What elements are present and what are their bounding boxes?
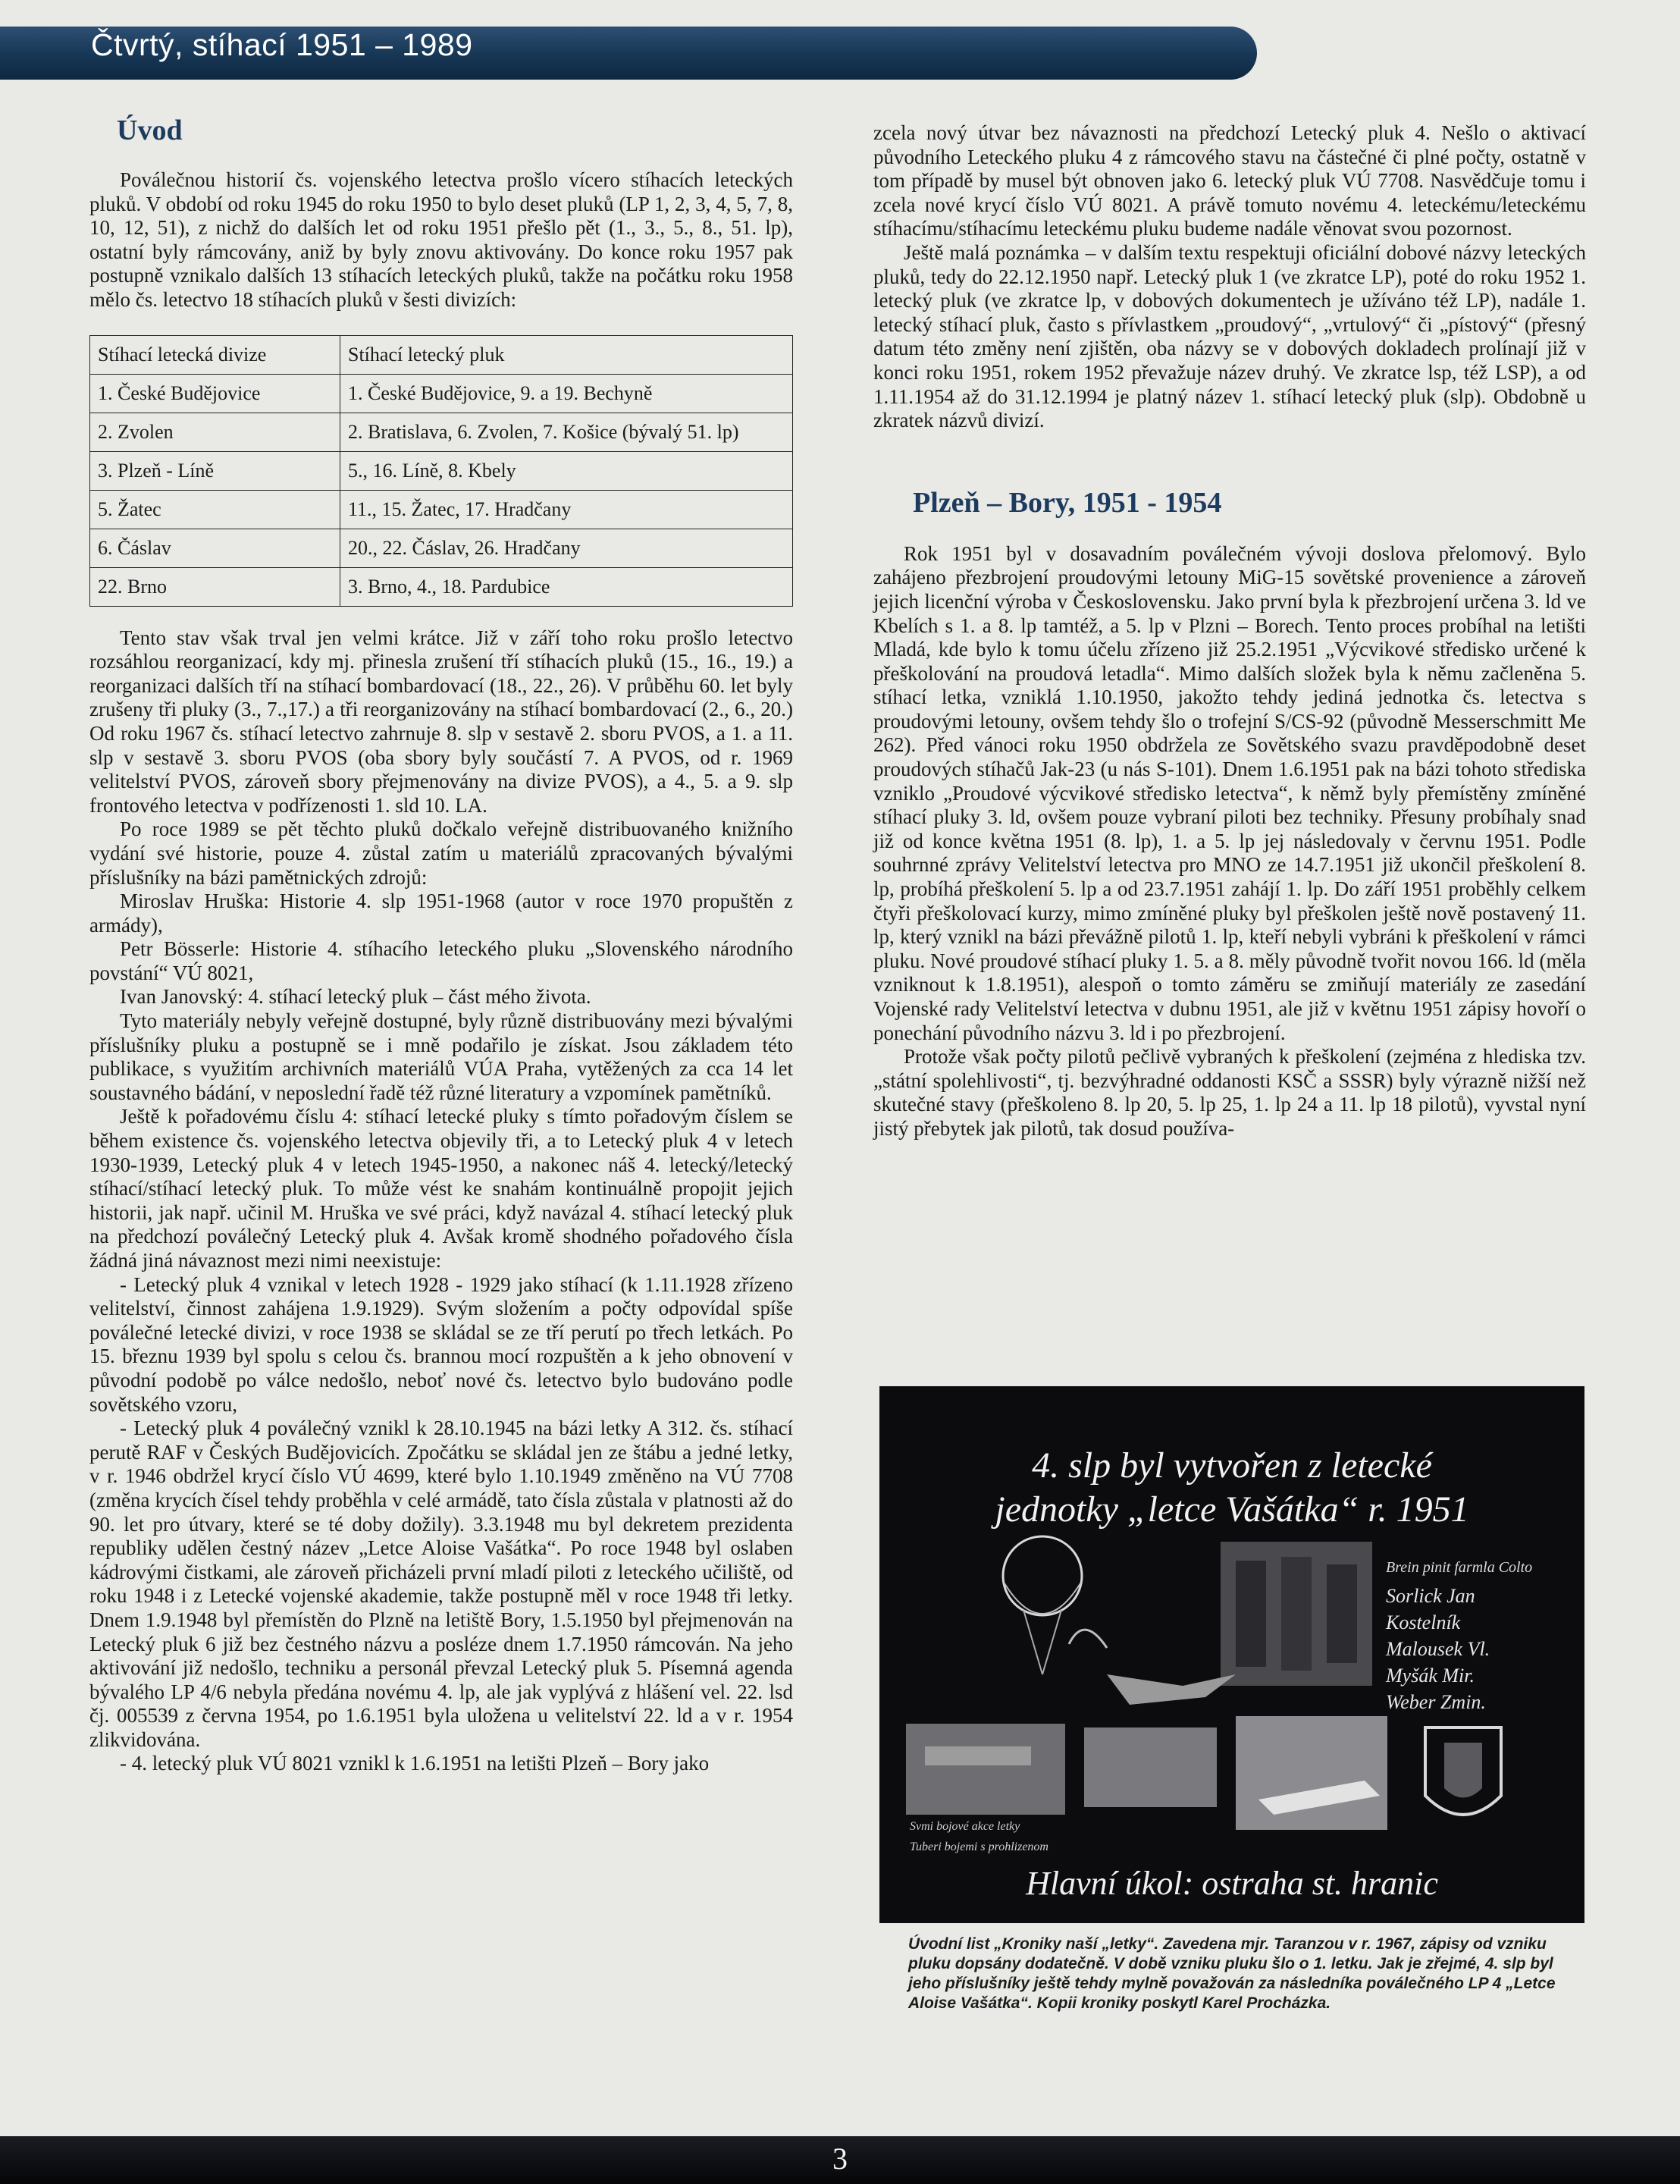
body-paragraph: zcela nový útvar bez návaznosti na předchozí Letecký pluk 4. Nešlo o aktivací původního Leteckého pluku 4 z rámcového stavu na částečné či plné počty, ostatně v tom případě by musel být obnoven jako 6. letecký pluk VÚ 7708. Nasvědčuje tomu i zcela nové krycí číslo VÚ 8021. A právě tomuto novému 4. leteckému/leteckému stíhacímu/stíhacímu leteckému pluku budeme nadále věnovat svou pozornost. — [873, 121, 1586, 240]
photo-name: Sorlick Jan — [1386, 1585, 1475, 1607]
section-heading-uvod: Úvod — [117, 115, 183, 146]
page-number: 3 — [832, 2142, 848, 2176]
section-heading-plzen-bory: Plzeň – Bory, 1951 - 1954 — [913, 486, 1222, 519]
photo-name: Brein pinit farmla Colto — [1386, 1559, 1533, 1576]
body-paragraph: Ještě malá poznámka – v dalším textu respektuji oficiální dobové názvy leteckých pluků, tedy do 22.12.1950 např. Letecký pluk 1 (ve zkratce LP), poté do roku 1952 1. letecký pluk (ve zkratce lp, v dobových dokumentech je užíváno též LP), nadále 1. letecký stíhací pluk, často s přívlastkem „proudový“, „vrtulový“ či „pístový“ (přesný datum této změny není zjištěn, oba názvy se v dobových dokladech prolínají již v konci roku 1951, rokem 1952 převažuje název druhý. Ve zkratce lsp, též LSP), a od 1.11.1954 až do 31.12.1994 je platný název 1. stíhací letecký pluk (slp). Obdobně u zkratek názvů divizí. — [873, 240, 1586, 432]
chapter-title: Čtvrtý, stíhací 1951 – 1989 — [91, 27, 473, 62]
photo-small-caption: Svmi bojové akce letky — [910, 1820, 1020, 1833]
table-cell: 3. Brno, 4., 18. Pardubice — [340, 567, 793, 606]
photo-name: Myšák Mir. — [1386, 1665, 1475, 1687]
chronicle-photo — [879, 1386, 1584, 1923]
table-cell: 2. Bratislava, 6. Zvolen, 7. Košice (bývalý 51. lp) — [340, 413, 793, 451]
table-header-row — [90, 335, 793, 374]
photo-small-caption: Tuberi bojemi s prohlizenom — [910, 1840, 1048, 1853]
list-item: - 4. letecký pluk VÚ 8021 vznikl k 1.6.1951 na letišti Plzeň – Bory jako — [120, 1752, 710, 1775]
body-paragraph: Tento stav však trval jen velmi krátce. Již v září toho roku prošlo letectvo rozsáhlou reorganizací, kdy mj. přinesla zrušení tří stíhacích pluků (15., 16., 19.) a reorganizaci dalších tří na stíhací bombardovací (18., 22., 26). V průběhu 60. let byly zrušeny tři pluky (3., 7.,17.) a tři reorganizovány na stíhací bombardovací (2., 6., 20.) Od roku 1967 čs. stíhací letectvo zahrnuje 8. slp v sestavě 2. sboru PVOS, a 1. a 11. slp v sestavě 3. sboru PVOS (oba sbory byly součástí 7. A PVOS, od r. 1969 velitelství PVOS, zároveň sbory přejmenovány na divize PVOS), a 4., 5. a 9. slp frontového letectva v podřízenosti 1. sld 10. LA. — [89, 626, 793, 817]
table-header-cell: Stíhací letecký pluk — [340, 335, 793, 374]
source-item: Miroslav Hruška: Historie 4. slp 1951-1968 (autor v roce 1970 propuštěn z armády), — [89, 890, 793, 937]
body-paragraph: Ještě k pořadovému číslu 4: stíhací letecké pluky s tímto pořadovým číslem se během existence čs. vojenského letectva objevily tři, a to Letecký pluk 4 v letech 1930-1939, Letecký pluk 4 v letech 1945-1950, a nakonec náš 4. letecký/letecký stíhací/stíhací letecký pluk. To může vést ke snahám kontinuálně propojit jejich historii, jak např. učinil M. Hruška ve své práci, když navázal 4. stíhací letecký pluk na předchozí poválečný Letecký pluk 4. Avšak kromě shodného pořadového čísla žádná jiná návaznost mezi nimi neexistuje: — [89, 1105, 793, 1272]
body-paragraph: Rok 1951 byl v dosavadním poválečném vývoji doslova přelomový. Bylo zahájeno přezbrojení proudovými letouny MiG-15 sovětské provenience a zároveň jejich licenční výroba v Československu. Jako první byla k přezbrojení určena 3. ld ve Kbelích s 1. a 8. lp tamtéž, a 5. lp v Plzni – Borech. Tento proces probíhal na letišti Mladá, kde bylo k tomu účelu zřízeno již 25.2.1951 „Výcvikové středisko určené k přeškolování na proudová letadla“. Mimo dalších složek byla k němu začleněna 5. stíhací letka, vzniklá 1.10.1950, jakožto tehdy jediná jednotka čs. letectva s proudovými letouny, ovšem tehdy šlo o trofejní S/CS-92 (původně Messerschmitt Me 262). Před vánoci roku 1950 obdržela ze Sovětského svazu pravděpodobně deset proudových stíhačů Jak-23 (u nás S-101). Dnem 1.6.1951 pak na bázi tohoto střediska vzniklo „Proudové výcvikové středisko letectva“, k němž byly přemístěny zmíněné stíhací pluky 3. ld, ovšem pouze vybraní piloti bez techniky. Přesuny probíhaly snad již od konce května 1951 (8. lp), 1. a 5. lp jej následovaly v červnu 1951. Podle souhrnné zprávy Velitelství letectva pro MNO ze 14.7.1951 již ukončil přeškolení 8. lp, probíhá přeškolení 5. lp a od 23.7.1951 zahájí 1. lp. Do září 1951 proběhly celkem čtyři přeškolovací kurzy, mimo zmíněné pluky byl přeškolen ještě nově postavený 11. lp, který vznikl na bázi převážně pilotů 1. lp, kteří nebyli vybráni k přeškolení v rámci pluku. Nové proudové stíhací pluky 1. 5. a 8. měly původně tvořit novou 166. ld (měla vzniknout k 1.8.1951), alespoň o tomto záměru se zmiňují materiály ze zasedání Vojenské rady Velitelství letectva v dubnu 1951, ale již v květnu 1951 zápisy hovoří o ponechání původního názvu 3. ld i po přezbrojení. — [873, 541, 1586, 1044]
table-row — [90, 374, 793, 413]
table-row — [90, 413, 793, 451]
photo-bottom-text: Hlavní úkol: ostraha st. hranic — [1026, 1865, 1438, 1902]
photo-caption: Úvodní list „Kroniky naší „letky“. Zavedena mjr. Taranzou v r. 1967, zápisy od vzniku pluku dopsány dodatečně. V době vzniku pluku šlo o 1. letku. Jak je zřejmé, 4. slp byl jeho příslušníky ještě tehdy mylně považován za následníka poválečného LP 4 „Letce Aloise Vašátka“. Kopii kroniky poskytl Karel Procházka. — [908, 1935, 1556, 2012]
photo-headline-1: 4. slp byl vytvořen z letecké — [1032, 1445, 1432, 1486]
table-cell: 2. Zvolen — [90, 413, 340, 451]
table-cell: 1. České Budějovice, 9. a 19. Bechyně — [340, 374, 793, 413]
intro-paragraph: Poválečnou historií čs. vojenského letectva prošlo vícero stíhacích leteckých pluků. V období od roku 1945 do roku 1950 to bylo deset pluků (LP 1, 2, 3, 4, 5, 7, 8, 10, 12, 51), z nichž do dalších let od roku 1951 přešlo pět (1., 3., 5., 8., 51. lp), ostatní byly rámcovány, aniž by byly znovu aktivovány. Do konce roku 1957 pak postupně vznikalo dalších 13 stíhacích leteckých pluků, takže na počátku roku 1958 mělo čs. letectvo 18 stíhacích pluků v šesti divizích: — [89, 168, 793, 311]
photo-name: Weber Zmin. — [1386, 1691, 1486, 1713]
table-row — [90, 451, 793, 490]
table-cell: 11., 15. Žatec, 17. Hradčany — [340, 490, 793, 529]
table-row — [90, 567, 793, 606]
photo-name: Kostelník — [1386, 1611, 1461, 1633]
table-cell: 6. Čáslav — [90, 529, 340, 567]
body-paragraph: Tyto materiály nebyly veřejně dostupné, byly různě distribuovány mezi bývalými příslušníky pluku a postupně se i mně podařilo je získat. Jsou základem této publikace, s využitím archivních materiálů VÚA Praha, vytěžených za cca 14 let soustavného bádání, v neposlední řadě též různé literatury a vzpomínek pamětníků. — [89, 1009, 793, 1104]
list-item: - Letecký pluk 4 poválečný vznikl k 28.10.1945 na bázi letky A 312. čs. stíhací perutě RAF v Českých Budějovicích. Zpočátku se skládal jen ze štábu a jedné letky, v r. 1946 obdržel krycí číslo VÚ 4699, které bylo 1.10.1949 změněno na VÚ 7708 (změna krycích čísel tehdy proběhla v celé armádě, tato čísla zůstala v platnosti až do 90. let pro útvary, které se té doby dožily). 3.3.1948 mu byl dekretem prezidenta republiky udělen čestný název „Letce Aloise Vašátka“. Po roce 1948 byl oslaben kádrovými čistkami, ale zároveň přicházeli první mladí piloti z leteckého učiliště, od roku 1948 i z Letecké vojenské akademie, takže postupně měl v roce 1948 tři letky. Dnem 1.9.1948 byl přemístěn do Plzně na letiště Bory, 1.5.1950 byl přejmenován na Letecký pluk 6 již bez čestného názvu a posléze dnem 1.7.1950 rámcován. Na jeho aktivování již nedošlo, techniku a personál převzal Letecký pluk 5. Písemná agenda bývalého LP 4/6 nebyla předána novému 4. lp, ale jak vyplývá z hlášení vel. 22. lsd čj. 005539 z června 1954, po 1.6.1951 byla uložena u velitelství 22. ld a v r. 1954 zlikvidována. — [89, 1417, 793, 1751]
table-row — [90, 529, 793, 567]
table-row — [90, 490, 793, 529]
table-cell: 20., 22. Čáslav, 26. Hradčany — [340, 529, 793, 567]
photo-name: Malousek Vl. — [1386, 1638, 1490, 1660]
body-paragraph: Protože však počty pilotů pečlivě vybraných k přeškolení (zejména z hlediska tzv. „státní spolehlivosti“, tj. bezvýhradné oddanosti KSČ a SSSR) byly výrazně nižší než skutečné stavy (přeškoleno 8. lp 20, 5. lp 25, 1. lp 24 a 11. lp 18 pilotů), vyvstal nyní jistý přebytek jak pilotů, tak dosud používa- — [873, 1045, 1586, 1140]
left-column — [89, 114, 793, 1776]
table-header-cell: Stíhací letecká divize — [90, 335, 340, 374]
table-cell: 5. Žatec — [90, 490, 340, 529]
body-paragraph: Po roce 1989 se pět těchto pluků dočkalo veřejně distribuovaného knižního vydání své historie, pouze 4. zůstal zatím u materiálů zpracovaných bývalými příslušníky na bázi pamětnických zdrojů: — [89, 817, 793, 889]
source-item: Petr Bösserle: Historie 4. stíhacího leteckého pluku „Slovenského národního povstání“ VÚ 8021, — [89, 937, 793, 984]
table-cell: 3. Plzeň - Líně — [90, 451, 340, 490]
source-item: Ivan Janovský: 4. stíhací letecký pluk – část mého života. — [120, 985, 591, 1009]
chronicle-page-drawing — [879, 1386, 1584, 1923]
division-table — [89, 335, 793, 607]
photo-headline-2: jednotky „letce Vašátka“ r. 1951 — [995, 1489, 1469, 1530]
table-cell: 1. České Budějovice — [90, 374, 340, 413]
list-item: - Letecký pluk 4 vznikal v letech 1928 - 1929 jako stíhací (k 1.11.1928 zřízeno velitelství, činnost zahájena 1.9.1929). Svým složením a počty odpovídal spíše poválečné letecké divizi, v roce 1938 se skládal se ze tří perutí po třech letkách. Po 15. březnu 1939 byl spolu s celou čs. brannou mocí rozpuštěn a k jeho obnovení v původní podobě po válce nedošlo, neboť nové čs. letectvo bylo budováno podle sovětského vzoru, — [89, 1272, 793, 1416]
right-column — [873, 121, 1586, 1141]
table-cell: 5., 16. Líně, 8. Kbely — [340, 451, 793, 490]
table-cell: 22. Brno — [90, 567, 340, 606]
